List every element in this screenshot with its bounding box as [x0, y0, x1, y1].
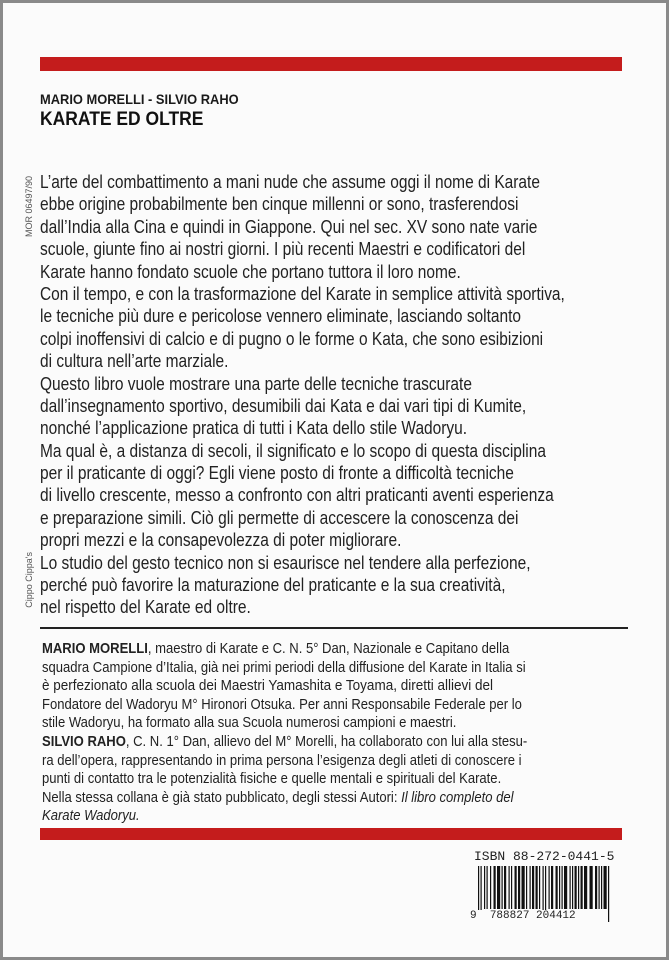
barcode-bar [559, 866, 560, 909]
bio-line: stile Wadoryu, ha formato alla sua Scuola numerosi campioni e maestri. [42, 714, 457, 732]
bio-line: Fondatore del Wadoryu M° Hironori Otsuka. Per anni Responsabile Federale per lo [42, 695, 522, 713]
divider-line [40, 627, 628, 629]
isbn-label: ISBN 88-272-0441-5 [474, 849, 615, 864]
barcode-bar [539, 866, 540, 909]
book-title: KARATE ED OLTRE [40, 109, 204, 130]
blurb-line: di cultura nell’arte marziale. [40, 351, 229, 372]
barcode-bar [530, 866, 531, 909]
blurb-line: Con il tempo, e con la trasformazione del Karate in semplice attività sportiva, [40, 283, 565, 304]
barcode-bar [578, 866, 579, 909]
ean-right-digits: 204412 [536, 910, 576, 922]
author-bio [42, 640, 622, 826]
bio-name-morelli: MARIO MORELLI [42, 640, 148, 657]
barcode-bar [599, 866, 600, 909]
barcode-bar [515, 866, 517, 909]
barcode-bar [490, 866, 491, 909]
series-book-title: Il libro completo del [401, 788, 514, 806]
barcode-bar [509, 866, 510, 909]
blurb-line: scuole, giunte fino ai nostri giorni. I più recenti Maestri e codificatori del [40, 239, 526, 260]
barcode-bar [595, 866, 597, 909]
series-book-title: Karate Wadoryu. [42, 807, 140, 825]
book-authors: MARIO MORELLI - SILVIO RAHO [40, 91, 239, 107]
barcode-bar [511, 866, 512, 909]
barcode-bar [551, 866, 553, 909]
blurb-text [40, 171, 630, 619]
blurb-line: per il praticante di oggi? Egli viene posto di fronte a difficoltà tecniche [40, 463, 514, 484]
ean-first-digit: 9 [470, 910, 477, 922]
barcode-bar [487, 866, 488, 909]
blurb-line: Lo studio del gesto tecnico non si esaurisce nel tendere alla perfezione, [40, 552, 531, 573]
barcode-bar [556, 866, 558, 909]
barcode-bar [549, 866, 550, 909]
barcode-bar [526, 866, 527, 909]
barcode-bar [608, 866, 609, 922]
blurb-line: propri mezzi e la consapevolezza di poter migliorare. [40, 530, 402, 551]
barcode-bar [532, 866, 534, 909]
side-credit: Cippo Cippa's [24, 552, 34, 608]
barcode-bar [570, 866, 571, 909]
ean-left-digits: 788827 [489, 910, 530, 922]
blurb-line: e preparazione simili. Ciò gli permette di accescere la conoscenza dei [40, 507, 519, 528]
bio-line: è perfezionato alla scuola dei Maestri Yamashita e Toyama, diretti allievi del [42, 677, 493, 695]
blurb-line: Karate hanno fondato scuole che portano tuttora il loro nome. [40, 261, 461, 282]
barcode-bar [584, 866, 587, 909]
barcode-bar [484, 866, 485, 909]
bio-line: ra dell’opera, rappresentando in prima persona l’esigenza degli atleti di conoscere i [42, 751, 522, 769]
bio-line: squadra Campione d’Italia, già nei primi periodi della diffusione del Karate in Italia si [42, 658, 526, 676]
barcode-bar [518, 866, 520, 909]
top-red-bar [40, 57, 622, 71]
barcode-bar [504, 866, 506, 909]
bio-line: Nella stessa collana è già stato pubblicato, degli stessi Autori: [42, 788, 402, 806]
barcode-bar [522, 866, 525, 909]
blurb-line: colpi inoffensivi di calcio e di pugno o le forme o Kata, che sono esibizioni [40, 328, 544, 349]
barcode-bar [562, 866, 563, 909]
blurb-line: Ma qual è, a distanza di secoli, il significato e lo scopo di questa disciplina [40, 440, 546, 461]
blurb-line: dall’India alla Cina e quindi in Giappone. Qui nel sec. XV sono nate varie [40, 216, 538, 237]
side-code: MOR 06497/90 [24, 176, 34, 238]
blurb-line: le tecniche più dure e pericolose vennero eliminate, lasciando soltanto [40, 306, 522, 327]
barcode-bar [497, 866, 500, 909]
blurb-line: di livello crescente, messo a confronto con altri praticanti aventi esperienza [40, 485, 554, 506]
bio-line: , maestro di Karate e C. N. 5° Dan, Nazionale e Capitano della [147, 640, 510, 657]
blurb-line: nel rispetto del Karate ed oltre. [40, 597, 251, 618]
blurb-line: Questo libro vuole mostrare una parte delle tecniche trascurate [40, 373, 472, 394]
barcode-bar [604, 866, 607, 909]
blurb-line: perché può favorire la maturazione del praticante e la sua creatività, [40, 575, 506, 596]
barcode-bar [502, 866, 503, 909]
barcode-bar [494, 866, 496, 909]
barcode-bar [564, 866, 567, 909]
blurb-line: L’arte del combattimento a mani nude che assume oggi il nome di Karate [40, 172, 540, 192]
ean-number [470, 910, 576, 923]
bio-line: punti di contatto tra le potenzialità fisiche e quelle mentali e spirituali del Karate. [42, 770, 502, 788]
blurb-line: nonché l’applicazione pratica di tutti i Kata dello stile Wadoryu. [40, 418, 468, 439]
barcode-bar [581, 866, 583, 909]
blurb-line: ebbe origine probabilmente ben cinque millenni or sono, trasferendosi [40, 194, 519, 215]
barcode-bar [536, 866, 538, 909]
barcode-bar [601, 866, 602, 909]
barcode-bar [572, 866, 573, 909]
bottom-red-bar [40, 828, 622, 840]
barcode-bar [575, 866, 577, 909]
bio-name-raho: SILVIO RAHO [42, 732, 126, 750]
barcode-bar [590, 866, 593, 909]
bio-line: , C. N. 1° Dan, allievo del M° Morelli, ha collaborato con lui alla stesu- [125, 732, 528, 750]
blurb-line: dall’insegnamento sportivo, desumibili dai Kata e dai vari tipi di Kumite, [40, 395, 527, 416]
